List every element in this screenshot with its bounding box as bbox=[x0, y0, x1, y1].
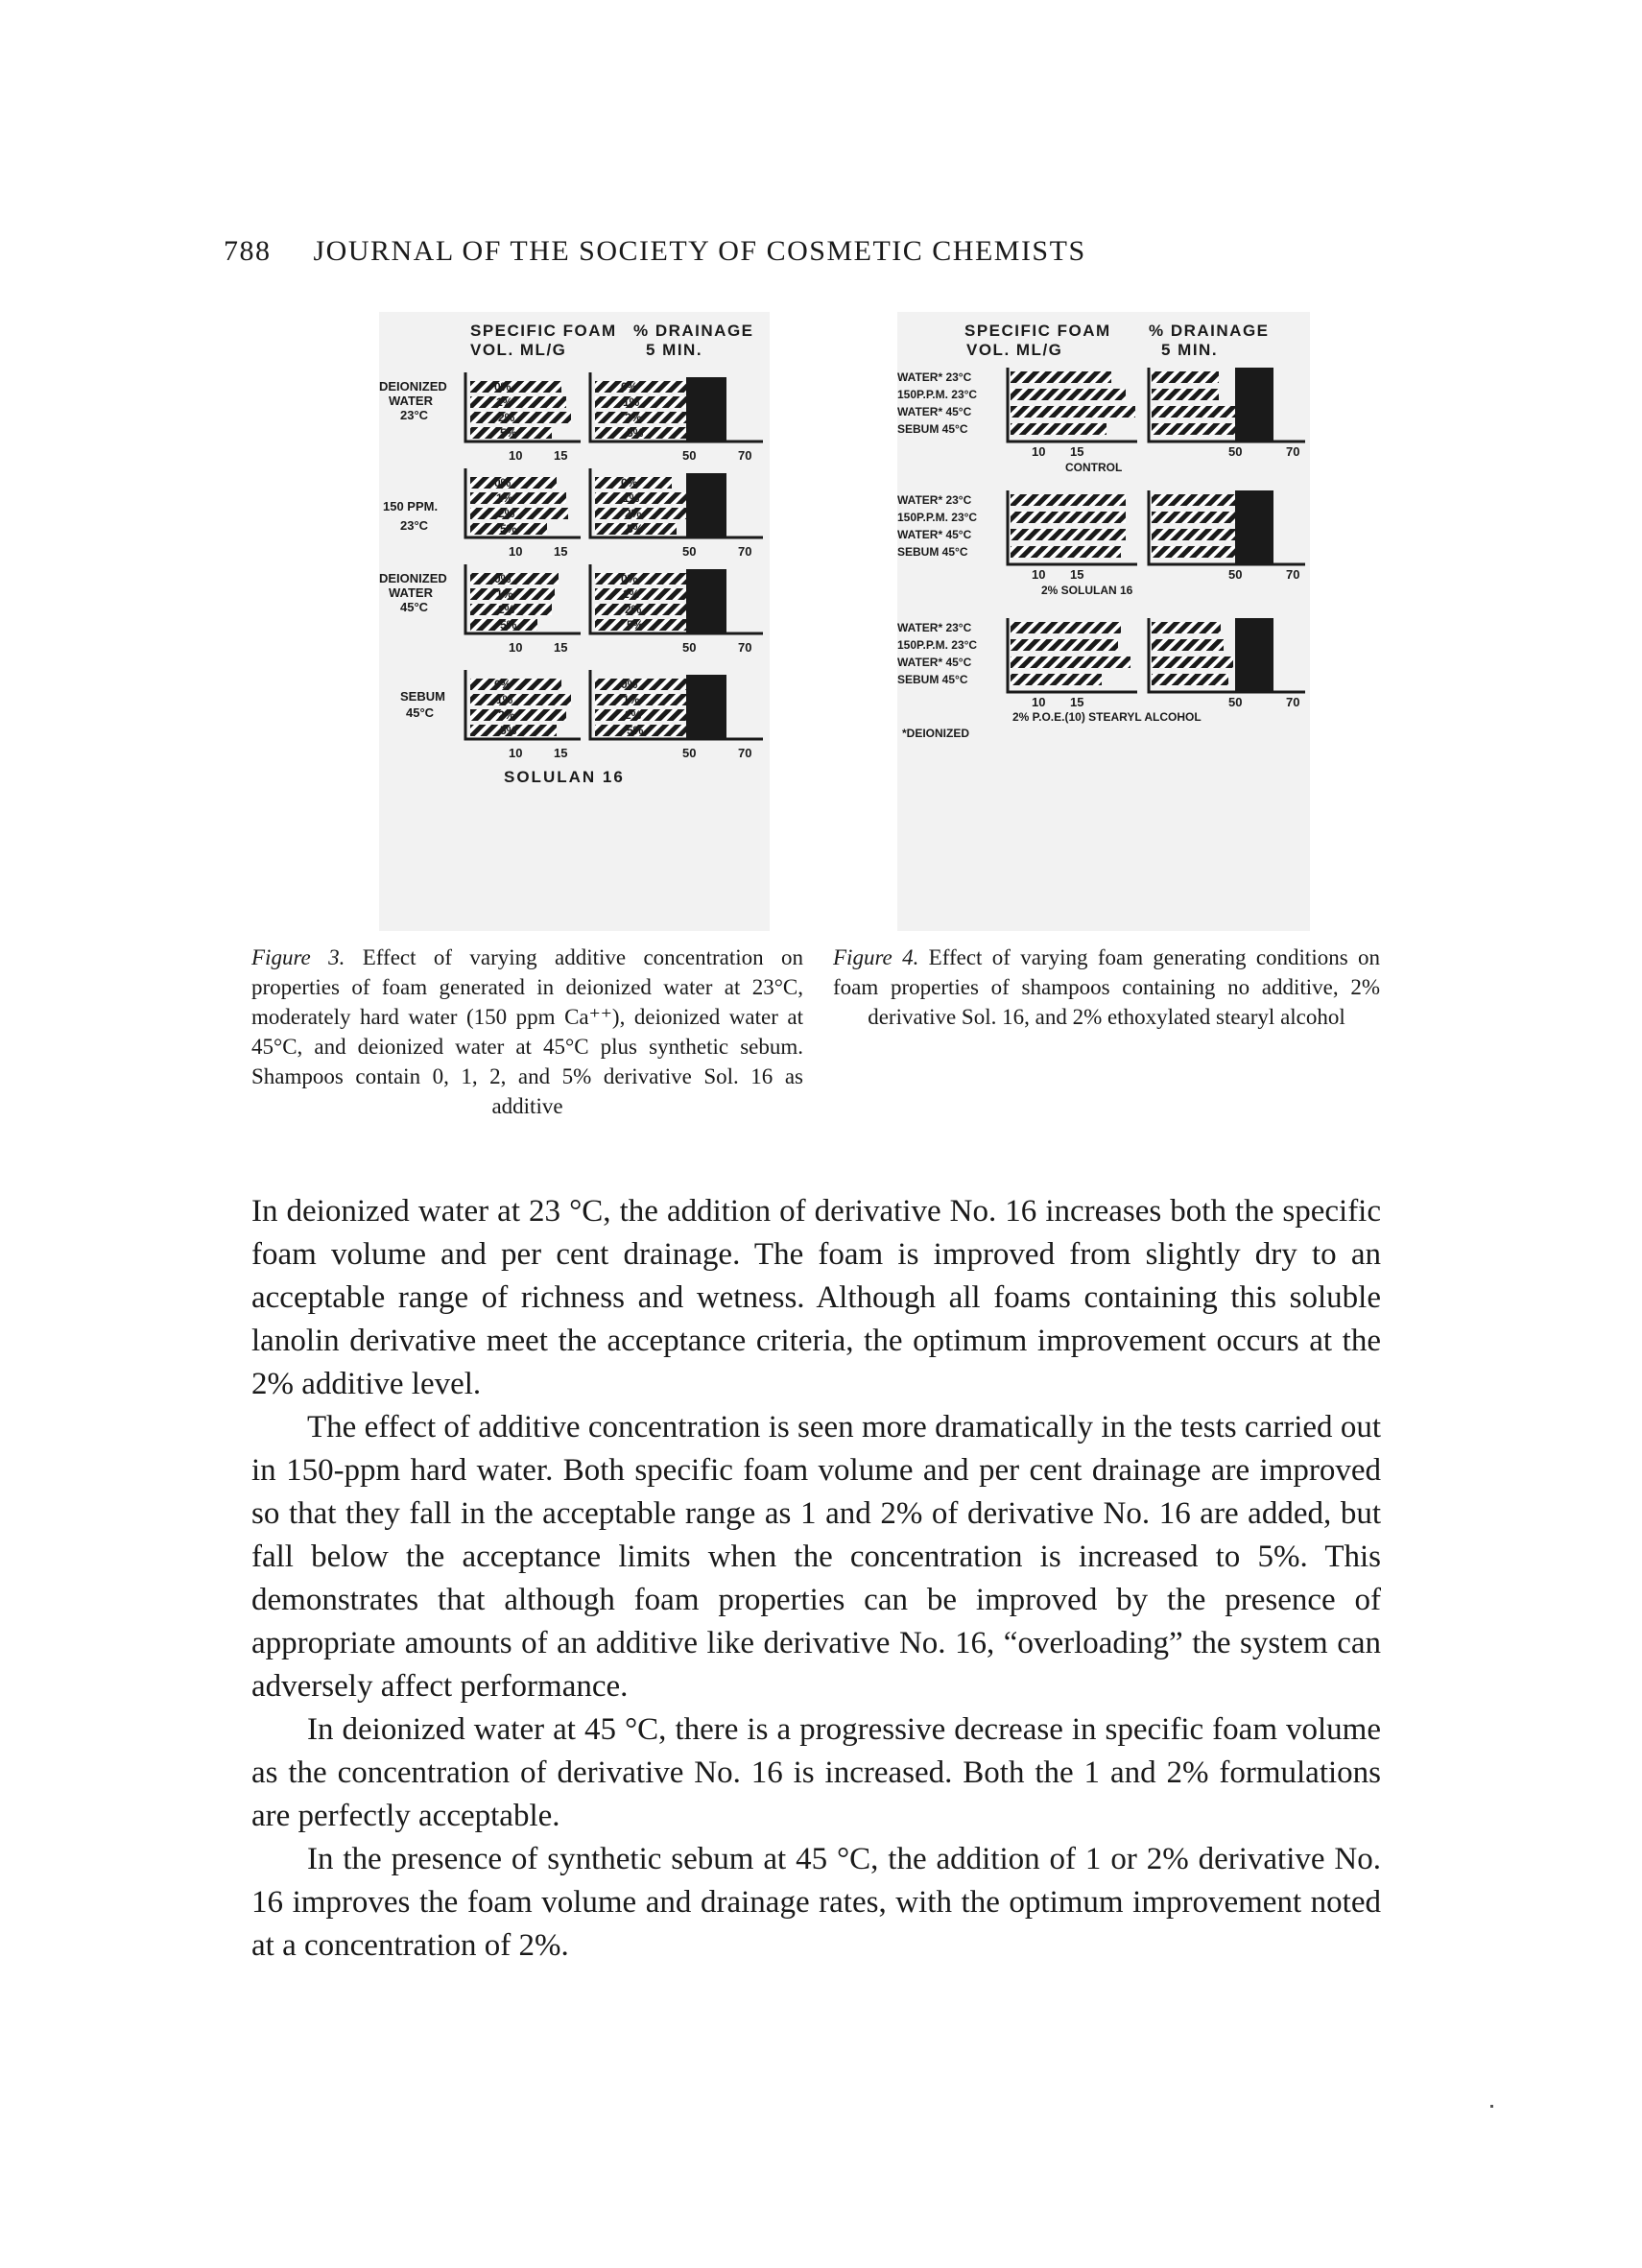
fig4-col-title-right-2: 5 MIN. bbox=[1161, 341, 1219, 359]
fig3-tick: 70 bbox=[738, 746, 752, 760]
fig3-panel-label: DEIONIZED bbox=[379, 379, 447, 394]
fig4-bar bbox=[1011, 546, 1121, 558]
fig4-tick: 15 bbox=[1070, 567, 1084, 582]
fig4-bar bbox=[1011, 389, 1126, 400]
fig3-bar-label: 0% bbox=[494, 476, 512, 489]
fig4-bar bbox=[1011, 406, 1135, 418]
fig4-acceptance-band bbox=[1235, 368, 1273, 442]
fig3-col-title-left-2: VOL. ML/G bbox=[470, 341, 567, 359]
fig4-row-label: 150P.P.M. 23°C bbox=[897, 638, 978, 652]
fig3-bar-label: 1% bbox=[496, 395, 513, 409]
fig4-bar bbox=[1152, 657, 1233, 668]
fig4-bar bbox=[1011, 494, 1126, 506]
fig3-panel-label: WATER bbox=[389, 585, 433, 600]
fig3-bar bbox=[595, 396, 691, 408]
fig3-bar bbox=[595, 679, 696, 690]
figure-3-label: Figure 3. bbox=[251, 945, 345, 969]
fig3-bar bbox=[470, 477, 557, 489]
fig3-tick: 50 bbox=[682, 544, 697, 559]
running-header bbox=[224, 235, 1279, 268]
fig3-acceptance-band bbox=[686, 675, 726, 739]
figure-3-caption-text: Effect of varying additive concentration on properties of foam generated in deionized water at 23°C, moderately hard water (150 ppm Ca⁺⁺), deionized water at 45°C, and deionized water at 45°C plus synthetic sebum. Shampoos contain 0, 1, 2, and 5% derivative Sol. 16 as additive bbox=[251, 945, 804, 1118]
fig4-row-label: SEBUM 45°C bbox=[897, 673, 968, 686]
fig3-bar-label: 1% bbox=[496, 491, 513, 505]
fig3-panel-label: 150 PPM. bbox=[383, 499, 439, 513]
fig3-tick: 50 bbox=[682, 448, 697, 463]
fig3-bar-label: 2% bbox=[625, 411, 642, 424]
figure-3-caption bbox=[251, 943, 803, 1121]
fig4-bar bbox=[1152, 371, 1219, 383]
fig3-tick: 15 bbox=[554, 640, 568, 655]
fig4-bar bbox=[1011, 622, 1121, 633]
fig3-acceptance-band bbox=[686, 377, 726, 442]
fig3-panel-label: WATER bbox=[389, 394, 433, 408]
fig3-tick: 70 bbox=[738, 448, 752, 463]
fig3-bar-label: 1% bbox=[496, 693, 513, 706]
fig3-bar-label: 5% bbox=[500, 724, 517, 737]
fig3-bar bbox=[470, 381, 561, 393]
journal-title: JOURNAL OF THE SOCIETY OF COSMETIC CHEMISTS bbox=[313, 235, 1086, 267]
paragraph: The effect of additive concentration is seen more dramatically in the tests carried out in 150-ppm hard water. Both specific foam volume and per cent drainage are improved so that they fall in the acceptable range as 1 and 2% of derivative No. 16 are added, but fall below the acceptance limits when the concentration is increased to 5%. This demonstrates that although foam properties can be improved by the presence of appropriate amounts of an additive like derivative No. 16, “overloading” the system can adversely affect performance. bbox=[251, 1410, 1381, 1704]
fig4-row-label: WATER* 23°C bbox=[897, 493, 972, 507]
fig3-tick: 70 bbox=[738, 544, 752, 559]
fig4-panel-stearyl bbox=[897, 618, 1305, 740]
fig3-bar-label: 1% bbox=[623, 491, 640, 505]
fig4-row-label: SEBUM 45°C bbox=[897, 545, 968, 559]
fig3-panel-4 bbox=[400, 670, 763, 760]
fig4-bar bbox=[1011, 529, 1126, 540]
fig3-bar-label: 5% bbox=[500, 522, 517, 536]
paragraph: In the presence of synthetic sebum at 45 °C, the addition of 1 or 2% derivative No. 16 improves the foam volume and drainage rates, with the optimum improvement noted at a concentration of 2%. bbox=[251, 1842, 1381, 1963]
fig3-panel-2 bbox=[383, 468, 763, 559]
fig3-col-title-right-2: 5 MIN. bbox=[646, 341, 703, 359]
fig4-bar bbox=[1011, 512, 1126, 523]
fig4-bar bbox=[1011, 639, 1118, 651]
fig4-footnote: *DEIONIZED bbox=[902, 727, 970, 740]
figure-3-svg bbox=[379, 312, 770, 931]
page-number: 788 bbox=[224, 235, 272, 267]
fig4-tick: 50 bbox=[1228, 695, 1243, 709]
fig3-bar-label: 0% bbox=[621, 476, 638, 489]
figure-4-caption bbox=[833, 943, 1380, 1032]
fig3-panel-1 bbox=[379, 372, 763, 463]
fig3-bar bbox=[470, 492, 566, 504]
fig3-panel-3 bbox=[379, 564, 763, 655]
fig3-bar bbox=[595, 412, 691, 423]
fig4-tick: 15 bbox=[1070, 444, 1084, 459]
fig3-bar bbox=[595, 709, 696, 721]
body-text bbox=[251, 1190, 1381, 1968]
fig4-row-label: WATER* 45°C bbox=[897, 656, 972, 669]
fig3-bar-label: 2% bbox=[625, 603, 642, 616]
fig3-tick: 70 bbox=[738, 640, 752, 655]
fig4-tick: 10 bbox=[1032, 567, 1046, 582]
fig3-bar bbox=[470, 679, 561, 690]
fig3-tick: 10 bbox=[509, 746, 523, 760]
fig3-bar bbox=[470, 694, 571, 705]
fig4-bar bbox=[1152, 389, 1219, 400]
fig3-tick: 15 bbox=[554, 746, 568, 760]
fig3-tick: 10 bbox=[509, 544, 523, 559]
fig3-bar-label: 0% bbox=[621, 572, 638, 585]
fig4-acceptance-band bbox=[1235, 618, 1273, 692]
fig4-tick: 70 bbox=[1286, 567, 1300, 582]
fig3-bar-label: 5% bbox=[627, 522, 644, 536]
fig3-bar-label: 5% bbox=[627, 618, 644, 632]
fig4-col-title-right-1: % DRAINAGE bbox=[1149, 322, 1270, 340]
fig4-bar bbox=[1011, 657, 1130, 668]
fig3-bar-label: 1% bbox=[623, 693, 640, 706]
fig3-bar bbox=[470, 573, 559, 585]
fig3-bar-label: 0% bbox=[621, 678, 638, 691]
fig4-bar bbox=[1152, 423, 1248, 435]
fig4-row-label: 150P.P.M. 23°C bbox=[897, 388, 978, 401]
fig3-bar-label: 1% bbox=[496, 587, 513, 601]
fig3-tick: 50 bbox=[682, 640, 697, 655]
fig3-bar bbox=[595, 381, 686, 393]
fig4-bar bbox=[1152, 639, 1224, 651]
figure-4-label: Figure 4. bbox=[833, 945, 919, 969]
fig3-bar-label: 1% bbox=[623, 587, 640, 601]
fig4-tick: 70 bbox=[1286, 695, 1300, 709]
fig4-tick: 70 bbox=[1286, 444, 1300, 459]
fig3-bar bbox=[595, 492, 691, 504]
fig4-row-label: WATER* 23°C bbox=[897, 621, 972, 634]
paragraph: In deionized water at 23 °C, the addition of derivative No. 16 increases both the specific foam volume and per cent drainage. The foam is improved from slightly dry to an acceptable range of richness and wetness. Although all foams containing this soluble lanolin derivative meet the acceptance criteria, the optimum improvement occurs at the 2% additive level. bbox=[251, 1194, 1381, 1401]
fig4-acceptance-band bbox=[1235, 490, 1273, 564]
fig3-bar-label: 0% bbox=[494, 572, 512, 585]
fig3-bottom-label: SOLULAN 16 bbox=[504, 768, 625, 786]
fig3-bar bbox=[470, 412, 571, 423]
fig3-bar bbox=[595, 604, 693, 615]
fig4-bar bbox=[1152, 674, 1228, 685]
fig4-tick: 10 bbox=[1032, 444, 1046, 459]
fig3-bar bbox=[595, 508, 691, 519]
fig4-row-label: WATER* 45°C bbox=[897, 405, 972, 418]
speck bbox=[1490, 2105, 1493, 2108]
fig3-bar bbox=[595, 588, 696, 600]
fig4-bar bbox=[1011, 423, 1107, 435]
fig3-bar-label: 1% bbox=[623, 395, 640, 409]
fig3-bar bbox=[595, 573, 696, 585]
figure-3-image bbox=[379, 312, 770, 931]
fig3-panel-label: DEIONIZED bbox=[379, 571, 447, 585]
fig3-bar-label: 5% bbox=[627, 426, 644, 440]
fig3-bar-label: 0% bbox=[621, 380, 638, 394]
figure-4-svg bbox=[897, 312, 1310, 931]
fig4-panel-caption: 2% SOLULAN 16 bbox=[1041, 584, 1133, 597]
figure-4-caption-text: Effect of varying foam generating conditions on foam properties of shampoos containing no additive, 2% derivative Sol. 16, and 2% ethoxylated stearyl alcohol bbox=[833, 945, 1380, 1029]
fig3-panel-label: SEBUM bbox=[400, 689, 445, 704]
fig4-bar bbox=[1152, 622, 1221, 633]
fig3-acceptance-band bbox=[686, 569, 726, 633]
fig4-tick: 50 bbox=[1228, 567, 1243, 582]
fig4-row-label: WATER* 23°C bbox=[897, 370, 972, 384]
fig3-tick: 10 bbox=[509, 448, 523, 463]
fig3-tick: 50 bbox=[682, 746, 697, 760]
fig4-bar bbox=[1011, 371, 1111, 383]
fig3-panel-label: 23°C bbox=[400, 518, 429, 533]
fig4-tick: 50 bbox=[1228, 444, 1243, 459]
fig3-panel-label: 45°C bbox=[406, 705, 435, 720]
fig3-col-title-right-1: % DRAINAGE bbox=[633, 322, 754, 340]
fig4-row-label: SEBUM 45°C bbox=[897, 422, 968, 436]
fig3-col-title-left-1: SPECIFIC FOAM bbox=[470, 322, 617, 340]
fig4-panel-caption: CONTROL bbox=[1065, 461, 1123, 474]
fig4-panel-caption: 2% P.O.E.(10) STEARYL ALCOHOL bbox=[1012, 710, 1202, 724]
fig3-bar-label: 5% bbox=[500, 426, 517, 440]
fig4-col-title-left-2: VOL. ML/G bbox=[966, 341, 1063, 359]
fig3-bar-label: 5% bbox=[627, 724, 644, 737]
fig4-col-title-left-1: SPECIFIC FOAM bbox=[964, 322, 1111, 340]
fig3-bar bbox=[595, 694, 691, 705]
fig3-bar-label: 5% bbox=[500, 618, 517, 632]
fig3-bar-label: 2% bbox=[498, 507, 515, 520]
fig4-panel-solulan bbox=[897, 490, 1305, 597]
fig3-bar-label: 2% bbox=[498, 603, 515, 616]
figure-4-image bbox=[897, 312, 1310, 931]
fig3-bar-label: 2% bbox=[498, 411, 515, 424]
fig3-panel-label: 23°C bbox=[400, 408, 429, 422]
fig3-bar-label: 0% bbox=[494, 678, 512, 691]
fig3-tick: 15 bbox=[554, 448, 568, 463]
fig4-panel-control bbox=[897, 368, 1305, 474]
fig3-bar bbox=[470, 396, 566, 408]
fig3-bar-label: 2% bbox=[498, 708, 515, 722]
fig3-tick: 15 bbox=[554, 544, 568, 559]
fig4-bar bbox=[1011, 674, 1102, 685]
fig3-panel-label: 45°C bbox=[400, 600, 429, 614]
fig4-row-label: 150P.P.M. 23°C bbox=[897, 511, 978, 524]
fig3-bar bbox=[595, 427, 701, 439]
paragraph: In deionized water at 45 °C, there is a progressive decrease in specific foam volume as the concentration of derivative No. 16 is increased. Both the 1 and 2% formulations are perfectly acceptable. bbox=[251, 1712, 1381, 1833]
fig3-acceptance-band bbox=[686, 473, 726, 537]
fig3-bar-label: 2% bbox=[625, 507, 642, 520]
fig3-bar bbox=[470, 508, 568, 519]
fig4-tick: 15 bbox=[1070, 695, 1084, 709]
fig4-tick: 10 bbox=[1032, 695, 1046, 709]
fig3-bar-label: 0% bbox=[494, 380, 512, 394]
fig3-tick: 10 bbox=[509, 640, 523, 655]
fig3-bar-label: 2% bbox=[625, 708, 642, 722]
fig3-bar bbox=[470, 709, 566, 721]
fig4-row-label: WATER* 45°C bbox=[897, 528, 972, 541]
